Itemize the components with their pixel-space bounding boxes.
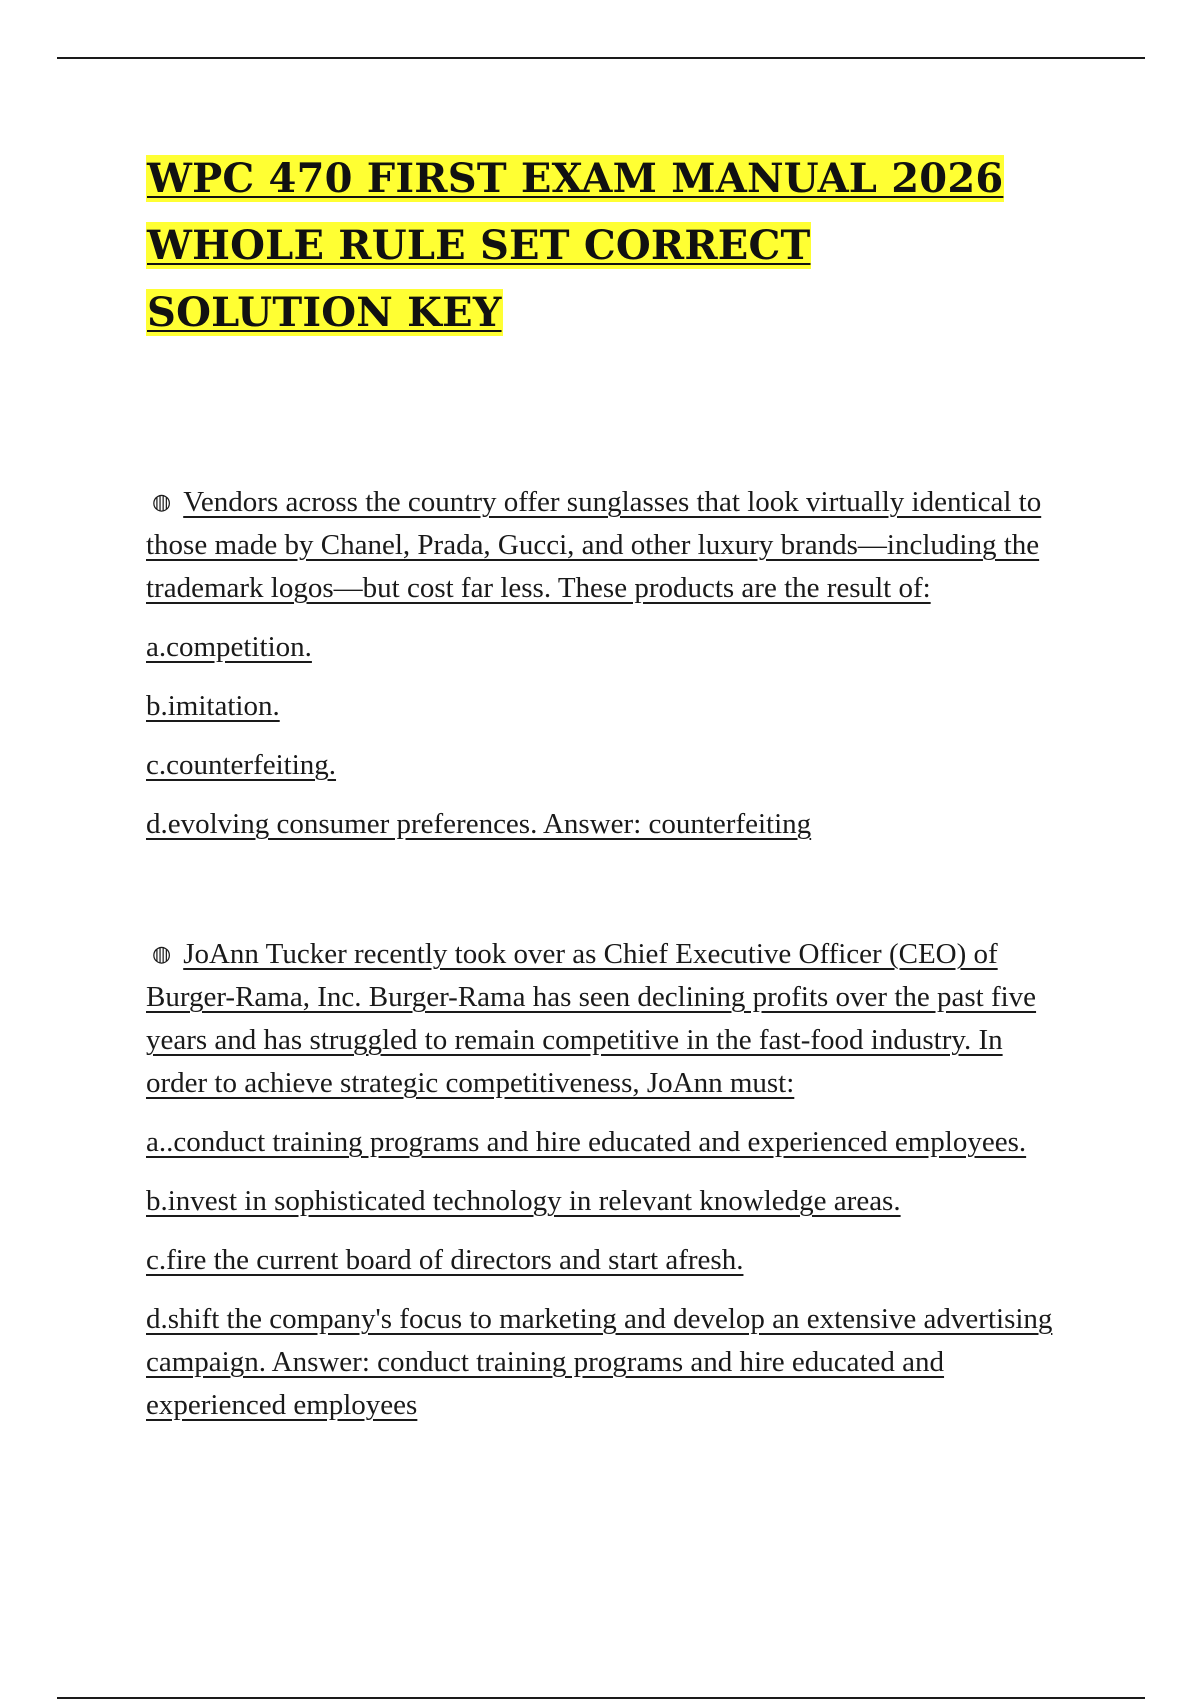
document-title: [146, 145, 1066, 346]
question-2: [146, 932, 1066, 1427]
question-1-text: [146, 480, 1066, 610]
question-1-option-c: c.counterfeiting.: [146, 749, 337, 781]
document-body: [146, 145, 1066, 1427]
bullet-icon: ◍: [152, 941, 172, 966]
question-2-option-d: d.shift the company's focus to marketing and develop an extensive advertising campaign. Answer: conduct training programs and hire educated and experienced employees: [146, 1303, 1053, 1421]
question-2-option-a: a..conduct training programs and hire educated and experienced employees.: [146, 1126, 1027, 1158]
bullet-icon: ◍: [152, 489, 172, 514]
question-1-option-a: a.competition.: [146, 631, 312, 663]
question-1-option-d: d.evolving consumer preferences. Answer: counterfeiting: [146, 808, 812, 840]
question-1: [146, 480, 1066, 846]
question-2-option-c: c.fire the current board of directors and start afresh.: [146, 1244, 744, 1276]
question-2-stem: JoAnn Tucker recently took over as Chief Executive Officer (CEO) of Burger-Rama, Inc. Burger-Rama has seen declining profits over the past five years and has struggled to remain competitive in the fast-food industry. In order to achieve strategic competitiveness, JoAnn must:: [146, 938, 1037, 1099]
question-2-option-b: b.invest in sophisticated technology in relevant knowledge areas.: [146, 1185, 901, 1217]
question-2-text: [146, 932, 1066, 1105]
bottom-divider: [57, 1697, 1145, 1699]
question-1-stem: Vendors across the country offer sunglasses that look virtually identical to those made by Chanel, Prada, Gucci, and other luxury brands—including the trademark logos—but cost far less. These products are the result of:: [146, 486, 1042, 604]
top-divider: [57, 57, 1145, 59]
document-title-text: WPC 470 FIRST EXAM MANUAL 2026 WHOLE RULE SET CORRECT SOLUTION KEY: [147, 155, 1004, 336]
question-1-option-b: b.imitation.: [146, 690, 280, 722]
